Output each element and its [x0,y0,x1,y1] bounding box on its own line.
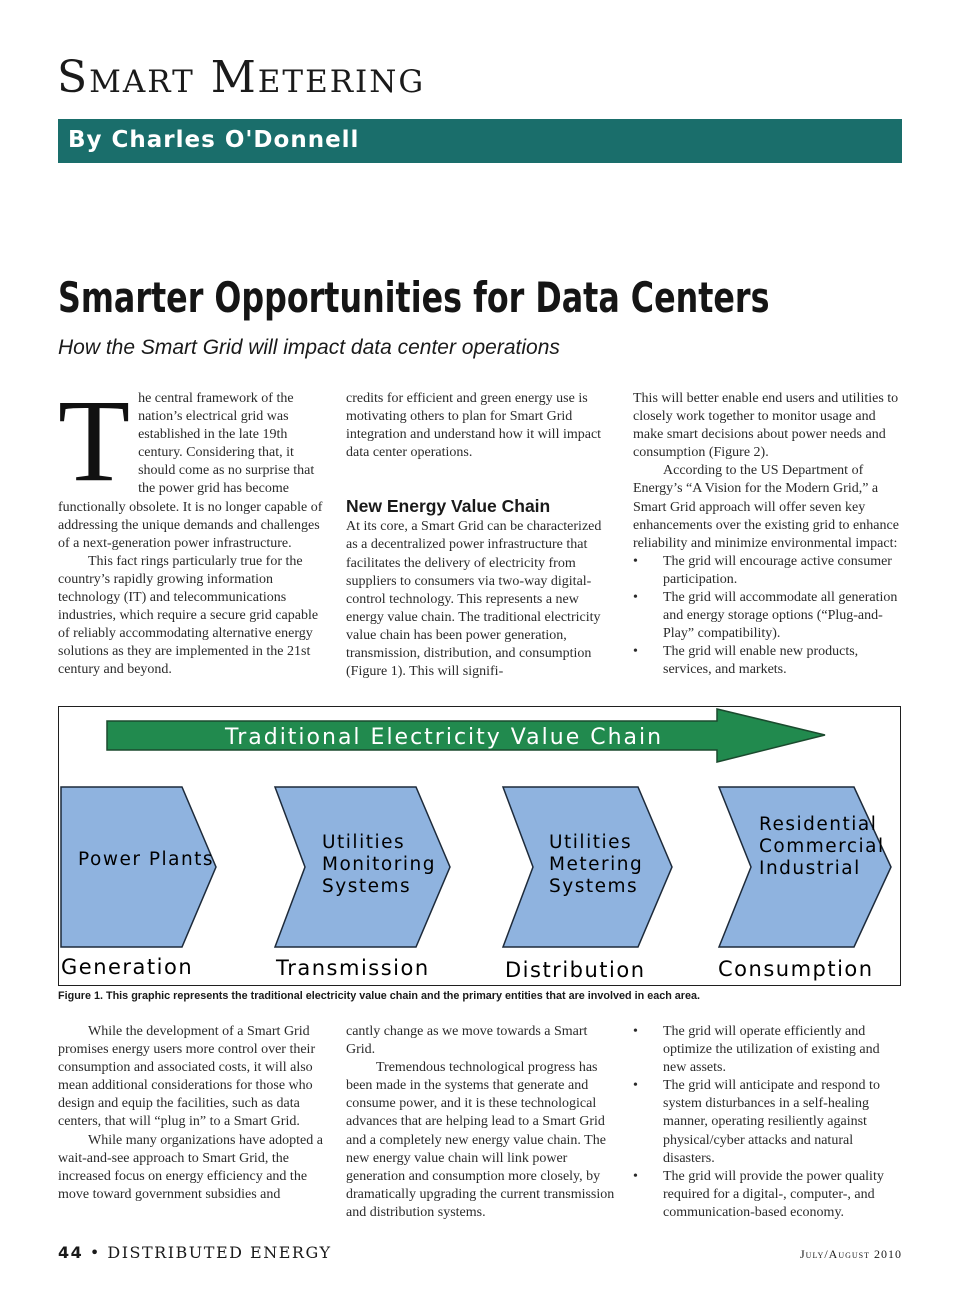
byline-bar [58,119,902,163]
chevron-label: Systems [322,876,412,897]
figure-caption: Figure 1. This graphic represents the traditional electricity value chain and the primary entities that are involved in each area. [58,990,701,1002]
upper-column-1 [58,375,328,680]
paragraph: credits for efficient and green energy use is motivating others to plan for Smart Grid integration and understand how it will impact data center operations. [346,391,602,461]
lower-column-2 [346,1023,616,1222]
section-title: Smart Metering [57,52,426,103]
bullet-item: • The grid will enable new products, services, and markets. [633,643,903,679]
drop-cap: T [58,375,131,506]
page-footer-left [58,1243,332,1262]
value-chain-diagram [59,707,900,985]
chevron-label: Commercial [759,836,885,857]
paragraph: This will better enable end users and utilities to closely work together to monitor usage and make smart decisions about power needs and consumption (Figure 2). [633,391,899,461]
chevron-label: Residential [759,814,878,835]
bullet-item: • The grid will accommodate all generation and energy storage options (“Plug-and-Play” compatibility). [633,589,903,643]
figure-1 [58,706,901,986]
article-subhead: How the Smart Grid will impact data center operations [58,336,560,359]
paragraph: At its core, a Smart Grid can be characterized as a decentralized power infrastructure that facilitates the delivery of electricity from suppliers to consumers via two-way digital-control technology. This represents a new energy value chain. The traditional electricity value chain has been power generation, transmission, distribution, and consumption (Figure 1). This will signifi- [346,519,602,680]
byline: By Charles O'Donnell [68,127,360,153]
bullet-item: • The grid will provide the power quality required for a digital-, computer-, and communication-based economy. [633,1168,903,1222]
stage-label-distribution: Distribution [505,958,646,982]
paragraph: Tremendous technological progress has been made in the systems that generate and consume power, and it is these technological advances that are helping lead to a Smart Grid and a completely new energy value chain. The new energy value chain will link power generation and consumption more closely, by dramatically upgrading the current transmission and distribution systems. [346,1060,615,1220]
paragraph: While the development of a Smart Grid promises energy users more control over their consumption and associated costs, it will also mean additional considerations for those who design and equip the facilities, such as data centers, that will “plug in” to a Smart Grid. [58,1024,316,1130]
arrow-label: Traditional Electricity Value Chain [225,725,664,750]
page-number: 44 [58,1243,84,1262]
chevron-label: Systems [549,876,639,897]
stage-label-transmission: Transmission [276,956,430,980]
chevron-label: Metering [549,854,644,875]
stage-label-consumption: Consumption [718,957,874,981]
lower-column-3 [633,1023,903,1222]
chevron-label: Monitoring [322,854,436,875]
upper-column-2 [346,390,616,681]
footer-separator: • [89,1243,101,1262]
paragraph: According to the US Department of Energy’s “A Vision for the Modern Grid,” a Smart Grid approach will offer seven key enhancements over the existing grid to enhance reliability and minimize environmental impact: [633,463,899,551]
article-headline: Smarter Opportunities for Data Centers [58,273,770,322]
bullet-item: • The grid will operate efficiently and optimize the utilization of existing and new assets. [633,1023,903,1077]
section-heading: New Energy Value Chain [346,496,551,517]
stage-label-generation: Generation [61,955,194,979]
upper-column-3 [633,390,903,680]
paragraph: he central framework of the nation’s electrical grid was established in the late 19th century. Considering that, it should come as no surprise that the power grid has become functionally obsolete. It is no longer capable of addressing the unique demands and challenges of a next-generation power infrastructure. [58,391,323,551]
lower-column-1 [58,1023,328,1204]
chevron-label: Utilities [322,832,406,853]
bullet-item: • The grid will encourage active consumer participation. [633,553,903,589]
paragraph: cantly change as we move towards a Smart Grid. [346,1024,588,1058]
chevron-label: Industrial [759,858,861,879]
issue-date: July/August 2010 [800,1247,902,1261]
chevron-label: Utilities [549,832,633,853]
publication-name: DISTRIBUTED ENERGY [107,1243,332,1262]
paragraph: While many organizations have adopted a wait-and-see approach to Smart Grid, the increased focus on energy efficiency and the move toward government subsidies and [58,1132,323,1202]
bullet-item: • The grid will anticipate and respond to system disturbances in a self-healing manner, operating resiliently against physical/cyber attacks and natural disasters. [633,1077,903,1167]
chevron-label: Power Plants [78,849,215,870]
paragraph: This fact rings particularly true for the country’s rapidly growing information technology (IT) and telecommunications industries, which require a secure grid capable of reliably accommodating alternative energy solutions as they are implemented in the 21st century and beyond. [58,553,319,678]
